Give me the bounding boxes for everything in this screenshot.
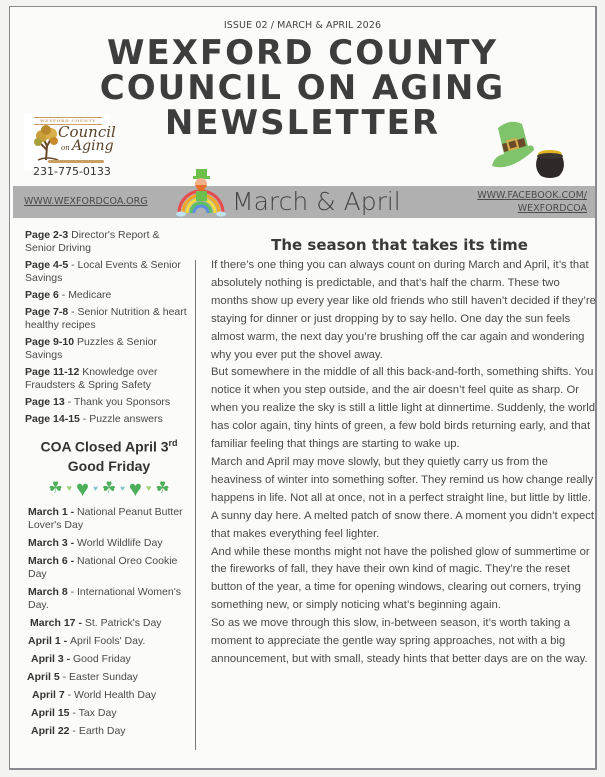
event-date: March 1 - bbox=[28, 505, 78, 518]
month-heading: March & April bbox=[232, 187, 401, 216]
toc-page: Page 13 bbox=[25, 396, 65, 408]
table-of-contents bbox=[25, 229, 187, 426]
toc-desc: Director's Report & Senior Driving bbox=[25, 229, 160, 254]
closure-line-2: Good Friday bbox=[67, 457, 151, 474]
heart-icon: ♥ bbox=[76, 475, 90, 501]
toc-item bbox=[25, 229, 187, 255]
sidebar bbox=[25, 229, 187, 743]
feature-article bbox=[211, 236, 596, 669]
heart-icon: ♥ bbox=[93, 484, 98, 494]
event-date: April 3 - bbox=[31, 652, 74, 665]
event-date: March 17 - bbox=[30, 616, 85, 629]
event-item bbox=[25, 506, 187, 532]
issue-line: ISSUE 02 / MARCH & APRIL 2026 bbox=[223, 20, 382, 31]
article-paragraph: So as we move through this slow, in-between season, it’s worth taking a moment to appreciate the gentle way spring approaches, not with a big announcement, but with small, steady hints that better days are on the way. bbox=[211, 617, 588, 665]
event-name: St. Patrick's Day bbox=[84, 616, 162, 629]
toc-item bbox=[25, 396, 187, 409]
shamrock-icon: ☘ bbox=[101, 479, 117, 497]
event-name: World Wildlife Day bbox=[77, 536, 163, 549]
toc-desc: - Medicare bbox=[58, 289, 112, 301]
event-name: April Fools' Day. bbox=[70, 634, 146, 647]
toc-page: Page 4-5 bbox=[25, 259, 69, 271]
event-date: April 7 bbox=[32, 688, 65, 701]
toc-desc: - Thank you Sponsors bbox=[64, 396, 171, 408]
shamrock-icon: ☘ bbox=[155, 479, 170, 497]
article-paragraph: And while these months might not have the polished glow of summertime or the fireworks of fall, they have their own kind of magic. They’re the reset button of the year, a time for opening windows, clearing out corners, trying something new, or simply noticing what’s beginning again. bbox=[211, 545, 590, 612]
heart-icon: ♥ bbox=[145, 483, 152, 494]
event-date: April 1 - bbox=[28, 634, 71, 647]
event-name: - Easter Sunday bbox=[59, 670, 138, 683]
facebook-link[interactable] bbox=[477, 189, 587, 215]
leprechaun-hat-icon bbox=[488, 120, 538, 172]
event-date: March 3 - bbox=[28, 536, 78, 549]
event-item bbox=[25, 671, 187, 684]
toc-page: Page 14-15 bbox=[25, 413, 80, 425]
toc-page: Page 7-8 bbox=[25, 306, 69, 318]
logo-swoosh bbox=[48, 160, 104, 163]
article-body bbox=[211, 257, 596, 669]
toc-desc: - Puzzle answers bbox=[79, 413, 163, 425]
toc-desc: - Senior Nutrition & heart healthy recipes bbox=[25, 306, 187, 331]
website-link[interactable]: WWW.WEXFORDCOA.ORG bbox=[24, 196, 148, 207]
event-date: April 5 bbox=[27, 670, 60, 683]
logo-aging: Aging bbox=[72, 138, 114, 154]
article-paragraph: March and April may move slowly, but they quietly carry us from the heaviness of winter into something softer. They remind us how change really happens in life. Not all at once, not in a perfect straight line, but little by little. A sunny day here. A melted patch of snow there. A moment you didn’t expect that makes everything feel lighter. bbox=[211, 455, 595, 540]
event-item bbox=[25, 555, 187, 581]
event-item bbox=[25, 689, 187, 702]
leprechaun-on-rainbow-icon bbox=[176, 167, 226, 217]
event-name: Good Friday bbox=[73, 652, 131, 665]
title-line-1: WEXFORD COUNTY bbox=[106, 33, 499, 73]
toc-item bbox=[25, 413, 187, 426]
toc-desc: Knowledge over Fraudsters & Spring Safety bbox=[25, 366, 158, 391]
logo-on: on bbox=[61, 144, 70, 152]
article-paragraph: But somewhere in the middle of all this back-and-forth, something shifts. You notice it when you step outside, and the air doesn’t feel quite as sharp. Or when you realize the sky is still a little light at dinnertime. Suddenly, the world has color again, tiny hints of green, a few bold birds returning early, and that familiar feeling that things are starting to wake up. bbox=[211, 366, 596, 451]
logo-top-text: WEXFORD COUNTY bbox=[34, 117, 102, 125]
event-name: - Earth Day bbox=[69, 724, 126, 737]
closure-line-1: COA Closed April 3 bbox=[40, 438, 169, 455]
toc-item bbox=[25, 306, 187, 332]
article-paragraph: If there’s one thing you can always count on during March and April, it’s that absolutely nothing is predictable, and that’s half the charm. These two months show up every year like old friends who still haven’t decided if they’re staying for dinner or just dropping by to say hello. One day the sun feels almost warm, the next day you’re brushing off the car again and wondering why you ever put the shovel away. bbox=[211, 259, 596, 361]
newsletter-page bbox=[9, 6, 597, 770]
heart-icon: ♥ bbox=[120, 484, 125, 494]
toc-item bbox=[25, 336, 187, 362]
column-divider bbox=[195, 260, 196, 750]
event-item bbox=[25, 537, 187, 550]
heart-icon: ♥ bbox=[66, 483, 73, 494]
event-item bbox=[25, 653, 187, 666]
heart-icon: ♥ bbox=[128, 475, 142, 501]
event-date: March 6 - bbox=[28, 554, 78, 567]
closure-notice bbox=[25, 434, 187, 476]
clover-heart-divider bbox=[31, 475, 187, 501]
article-title: The season that takes its time bbox=[271, 236, 528, 254]
logo-council: Council bbox=[58, 123, 116, 141]
event-name: National Peanut Butter Lover's Day bbox=[28, 505, 183, 531]
toc-item bbox=[25, 259, 187, 285]
toc-desc: - Local Events & Senior Savings bbox=[25, 259, 181, 284]
title-line-2: COUNCIL ON AGING bbox=[99, 68, 506, 108]
title-line-3: NEWSLETTER bbox=[164, 103, 441, 143]
closure-sup: rd bbox=[168, 438, 178, 448]
pot-of-gold-icon bbox=[533, 148, 567, 180]
event-item bbox=[25, 617, 187, 630]
event-date: April 22 bbox=[31, 724, 70, 737]
event-item bbox=[25, 635, 187, 648]
toc-item bbox=[25, 289, 187, 302]
event-date: March 8 bbox=[28, 585, 68, 598]
toc-page: Page 9-10 bbox=[25, 336, 75, 348]
event-date: April 15 bbox=[31, 706, 70, 719]
event-name: National Oreo Cookie Day bbox=[28, 554, 178, 580]
facebook-link-line-1[interactable]: WWW.FACEBOOK.COM/ bbox=[477, 190, 587, 201]
event-name: - International Women's Day. bbox=[28, 585, 181, 611]
toc-item bbox=[25, 366, 187, 392]
event-name: - Tax Day bbox=[69, 706, 117, 719]
event-item bbox=[25, 586, 187, 612]
toc-desc: Puzzles & Senior Savings bbox=[25, 336, 157, 361]
events-list bbox=[25, 506, 187, 738]
phone-number: 231-775-0133 bbox=[33, 165, 111, 178]
month-banner bbox=[13, 186, 595, 218]
toc-page: Page 2-3 bbox=[25, 229, 69, 241]
event-name: - World Health Day bbox=[64, 688, 157, 701]
event-item bbox=[25, 725, 187, 738]
toc-page: Page 11-12 bbox=[25, 366, 80, 378]
toc-page: Page 6 bbox=[25, 289, 59, 301]
coa-logo bbox=[24, 114, 116, 171]
facebook-link-line-2[interactable]: WEXFORDCOA bbox=[517, 203, 587, 214]
event-item bbox=[25, 707, 187, 720]
shamrock-icon: ☘ bbox=[48, 479, 63, 497]
